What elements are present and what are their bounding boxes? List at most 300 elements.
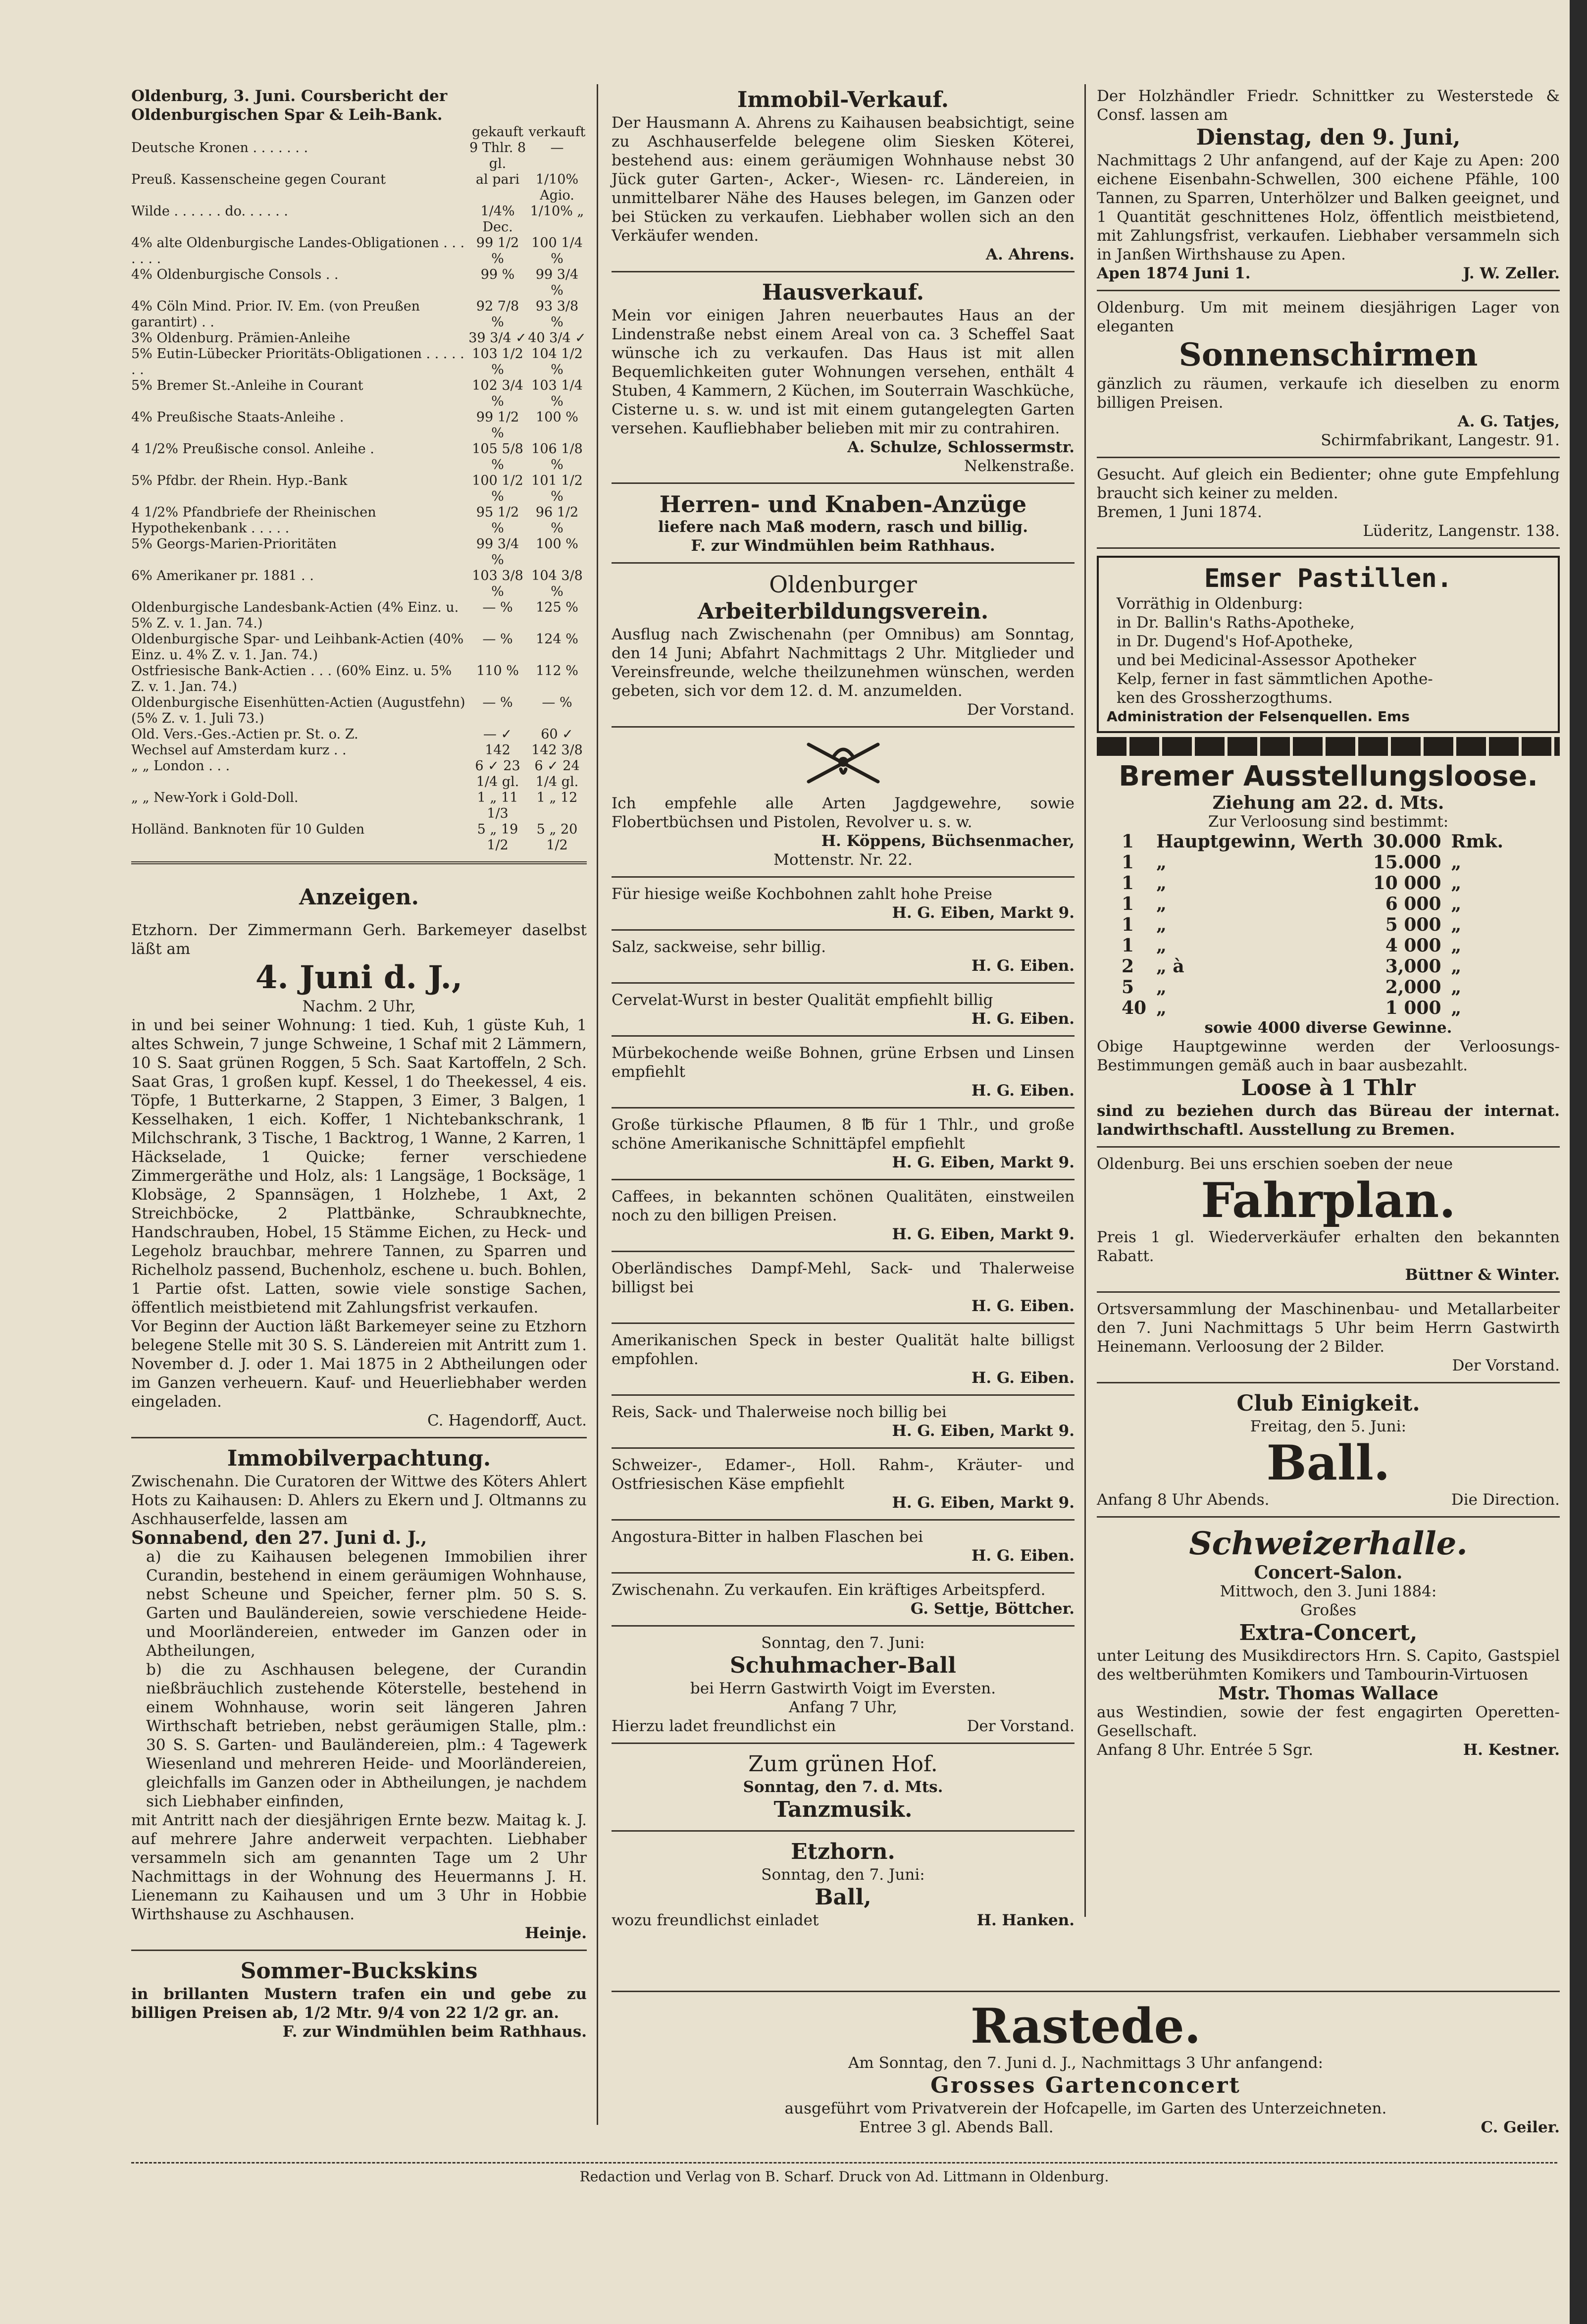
pacht-intro: Zwischenahn. Die Curatoren der Wittwe des Köters Ahlert Hots zu Kaihausen: D. Ahlers zu Ekern und J. Oltmanns zu Aschhauserfelde, lassen am: [131, 1473, 587, 1528]
table-cell: 103 3/8 %: [472, 568, 523, 599]
table-cell: 5% Georgs-Marien-Prioritäten: [131, 536, 337, 552]
table-cell: 60 ✓: [541, 727, 573, 742]
orts-body: Ortsversammlung der Maschinenbau- und Metallarbeiter den 7. Juni Nachmittags 5 Uhr beim Herrn Gastwirth Heinemann. Verloosung der 2 Bilder.: [1097, 1300, 1560, 1356]
schuh-where: bei Herrn Gastwirth Voigt im Eversten.: [690, 1680, 996, 1697]
table-cell: 1: [1122, 831, 1134, 852]
table-row: [1117, 852, 1508, 873]
rastede-ad: [612, 1984, 1560, 2137]
table-cell: 9 Thlr. 8 gl.: [469, 140, 526, 171]
table-row: [131, 632, 587, 663]
bremer-draw: Ziehung am 22. d. Mts.: [1212, 792, 1444, 813]
table-row: [131, 346, 587, 378]
table-cell: 106 1/8 %: [531, 441, 583, 473]
buckskin-body: in brillanten Mustern trafen ein und gebe zu billigen Preisen ab, 1/2 Mtr. 9/4 von 22 1/2 gr. an.: [131, 1985, 587, 2022]
anzeigen-title: Anzeigen.: [299, 885, 419, 910]
schweizerhalle-body: unter Leitung des Musikdirectors Hrn. S. Capito, Gastspiel des weltberühmten Komikers und Tambourin-Virtuosen: [1097, 1647, 1560, 1684]
table-row: [131, 727, 587, 742]
herren-signature: F. zur Windmühlen beim Rathhaus.: [691, 537, 995, 555]
etz2-footer: wozu freundlichst einladet H. Hanken.: [612, 1911, 1075, 1929]
eiben-ads: [612, 885, 1075, 1574]
pacht-signature: Heinje.: [524, 1924, 587, 1942]
table-cell: 104 1/2 %: [531, 346, 583, 377]
table-row: [131, 505, 587, 536]
eiben-signature: H. G. Eiben, Markt 9.: [892, 1225, 1075, 1243]
table-cell: 1/10% Agio.: [535, 172, 579, 203]
divider: [131, 1437, 587, 1438]
table-cell: 1/4% Dec.: [480, 204, 515, 235]
table-cell: „: [1451, 956, 1462, 977]
schweizerhalle-footer: Anfang 8 Uhr. Entrée 5 Sgr. H. Kestner.: [1097, 1741, 1560, 1759]
table-cell: 104 3/8 %: [531, 568, 583, 599]
list-item: und bei Medicinal-Assessor Apotheker: [1117, 651, 1416, 669]
eiben-text: Angostura-Bitter in halben Flaschen bei: [612, 1528, 923, 1546]
list-item: [612, 1331, 1075, 1396]
table-cell: 6 ✓ 23 1/4 gl.: [475, 758, 520, 790]
table-cell: 5% Eutin-Lübecker Prioritäts-Obligationen . . . . . . .: [131, 346, 464, 377]
table-cell: — %: [482, 632, 513, 647]
divider: [1097, 1291, 1560, 1293]
table-cell: 103 1/4 %: [531, 378, 583, 409]
table-cell: 3% Oldenburg. Prämien-Anleihe: [131, 330, 351, 346]
emser-signature: Administration der Felsenquellen. Ems: [1107, 708, 1410, 725]
table-cell: 30.000: [1373, 831, 1441, 852]
table-cell: 1/10% „: [530, 204, 584, 219]
table-cell: „: [1451, 894, 1462, 914]
column-rule: [1084, 84, 1086, 1917]
hof-date: Sonntag, den 7. d. Mts.: [743, 1778, 943, 1796]
haus-signature-street: Nelkenstraße.: [964, 457, 1075, 475]
fahrplan-price: Preis 1 gl. Wiederverkäufer erhalten den bekannten Rabatt.: [1097, 1228, 1560, 1265]
table-cell: Deutsche Kronen . . . . . . .: [131, 140, 308, 156]
holz-footer: Apen 1874 Juni 1. J. W. Zeller.: [1097, 264, 1560, 282]
table-cell: 100 %: [536, 410, 578, 425]
divider: [612, 1743, 1075, 1744]
table-cell: 101 1/2 %: [531, 473, 583, 504]
table-cell: 93 3/8 %: [535, 299, 579, 330]
list-item: [612, 1528, 1075, 1574]
table-cell: „: [1156, 977, 1167, 998]
table-cell: 5% Bremer St.-Anleihe in Courant: [131, 378, 363, 393]
imprint: Redaction und Verlag von B. Scharf. Druck von Ad. Littmann in Oldenburg.: [579, 2168, 1109, 2185]
table-row: [1117, 894, 1508, 914]
eiben-text: Mürbekochende weiße Bohnen, grüne Erbsen und Linsen empfiehlt: [612, 1044, 1075, 1081]
table-cell: 4% Preußische Staats-Anleihe .: [131, 410, 344, 425]
schirm-intro: Oldenburg. Um mit meinem diesjährigen Lager von eleganten: [1097, 299, 1560, 335]
schirm-signature-addr: Schirmfabrikant, Langestr. 91.: [1321, 431, 1560, 449]
table-cell: 112 %: [536, 663, 578, 679]
bedienter-signature: Lüderitz, Langenstr. 138.: [1363, 522, 1560, 540]
eiben-signature: H. G. Eiben.: [972, 957, 1075, 975]
table-cell: 4% alte Oldenburgische Landes-Obligationen . . . . . . .: [131, 235, 465, 266]
table-cell: 110 %: [476, 663, 519, 679]
table-cell: 105 5/8 %: [472, 441, 523, 473]
table-cell: 5 000: [1385, 914, 1441, 935]
schirm-body: gänzlich zu räumen, verkaufe ich dieselben zu enorm billigen Preisen.: [1097, 375, 1560, 412]
bremer-where: sind zu beziehen durch das Büreau der internat. landwirthschaftl. Ausstellung zu Bremen.: [1097, 1102, 1560, 1139]
table-row: [131, 663, 587, 695]
etz2-event: Ball,: [815, 1885, 871, 1910]
table-row: [1117, 831, 1508, 852]
arbeit-title: Arbeiterbildungsverein.: [697, 599, 989, 624]
table-row: [131, 568, 587, 600]
schirm-signature: A. G. Tatjes,: [1457, 413, 1560, 430]
page-footer: [131, 2162, 1557, 2185]
table-cell: „: [1451, 873, 1462, 894]
table-cell: 40 3/4 ✓: [528, 330, 586, 346]
column-left: [131, 87, 587, 2041]
table-cell: 15.000: [1373, 852, 1441, 873]
table-cell: Oldenburgische Eisenhütten-Actien (Augustfehn) (5% Z. v. 1. Juli 73.): [131, 695, 465, 726]
table-cell: Wechsel auf Amsterdam kurz . .: [131, 742, 347, 758]
table-cell: 99 3/4 %: [535, 267, 579, 298]
table-cell: 4 1/2% Pfandbriefe der Rheinischen Hypothekenbank . . . . .: [131, 505, 376, 536]
table-cell: 4 1/2% Preußische consol. Anleihe .: [131, 441, 374, 457]
table-cell: „: [1156, 914, 1167, 935]
divider: [612, 1322, 1075, 1324]
divider: [612, 876, 1075, 878]
bedienter-body: Gesucht. Auf gleich ein Bedienter; ohne gute Empfehlung braucht sich keiner zu melden.: [1097, 466, 1560, 502]
eiben-signature: H. G. Eiben.: [972, 1082, 1075, 1100]
table-cell: 39 3/4 ✓: [468, 330, 527, 346]
table-cell: 40: [1122, 998, 1147, 1018]
schweizerhalle-body2: aus Westindien, sowie der fest engagirten Operetten-Gesellschaft.: [1097, 1703, 1560, 1740]
etzhorn-intro: Etzhorn. Der Zimmermann Gerh. Barkemeyer daselbst läßt am: [131, 921, 587, 958]
table-cell: „ „ New-York i Gold-Doll.: [131, 790, 299, 805]
rastede-event: Grosses Gartenconcert: [930, 2073, 1241, 2098]
table-cell: „ à: [1156, 956, 1184, 977]
jagd-signature: H. Köppens, Büchsenmacher,: [821, 832, 1075, 850]
table-cell: 1: [1122, 935, 1134, 956]
etz2-date: Sonntag, den 7. Juni:: [761, 1866, 925, 1884]
divider: [612, 982, 1075, 984]
divider: [1097, 1516, 1560, 1518]
lottery-table: [1117, 831, 1508, 1018]
list-item: [612, 1259, 1075, 1324]
eiben-signature: H. G. Eiben, Markt 9.: [892, 1422, 1075, 1440]
table-cell: 6% Amerikaner pr. 1881 . .: [131, 568, 314, 583]
table-row: [131, 410, 587, 441]
table-row: [131, 267, 587, 299]
etzhorn-body2: Vor Beginn der Auction läßt Barkemeyer seine zu Etzhorn belegene Stelle mit 30 S. S. Ländereien mit Antritt zum 1. November d. J. oder 1. Mai 1875 in 2 Abtheilungen oder im Ganzen verheuern. Kauf- und Heuerliebhaber werden eingeladen.: [131, 1318, 587, 1411]
table-row: [131, 172, 587, 204]
exchange-header: Oldenburg, 3. Juni. Coursbericht der Oldenburgischen Spar & Leih-Bank.: [131, 87, 448, 124]
table-row: [1117, 914, 1508, 935]
eiben-text: Amerikanischen Speck in bester Qualität halte billigst empfohlen.: [612, 1331, 1075, 1368]
jagd-body: Ich empfehle alle Arten Jagdgewehre, sowie Flobertbüchsen und Pistolen, Revolver u. s. w.: [612, 794, 1075, 831]
table-cell: 3,000: [1385, 956, 1441, 977]
list-item: [612, 1044, 1075, 1109]
bremer-price: Loose à 1 Thlr: [1241, 1075, 1416, 1101]
divider: [612, 1572, 1075, 1574]
table-row: [131, 695, 587, 727]
crossed-pistols-icon: [794, 735, 893, 789]
list-item: [612, 1456, 1075, 1521]
eiben-text: Salz, sackweise, sehr billig.: [612, 938, 826, 956]
immobil-signature: A. Ahrens.: [985, 246, 1075, 264]
emser-box: [1097, 556, 1560, 733]
eiben-signature: H. G. Eiben.: [972, 1010, 1075, 1028]
pferd-signature: G. Settje, Böttcher.: [910, 1600, 1075, 1618]
etzhorn-date: 4. Juni d. J.,: [255, 959, 463, 996]
eiben-text: Caffees, in bekannten schönen Qualitäten, einstweilen noch zu den billigen Preisen.: [612, 1188, 1075, 1224]
bremer-note: Obige Hauptgewinne werden der Verloosungs-Bestimmungen gemäß auch in baar ausbezahlt.: [1097, 1038, 1560, 1074]
list-item: [612, 1115, 1075, 1180]
table-cell: Oldenburgische Landesbank-Actien (4% Einz. u. 5% Z. v. 1. Jan. 74.): [131, 600, 459, 631]
pacht-date: Sonnabend, den 27. Juni d. J.,: [131, 1528, 427, 1548]
table-row: [131, 536, 587, 568]
jagd-address: Mottenstr. Nr. 22.: [773, 851, 913, 869]
fahrplan-intro: Oldenburg. Bei uns erschien soeben der neue: [1097, 1155, 1453, 1173]
arbeit-body: Ausflug nach Zwischenahn (per Omnibus) am Sonntag, den 14 Juni; Abfahrt Nachmittags 2 Uhr. Mitglieder und Vereinsfreunde, welche theilzunehmen wünschen, werden gebeten, sich vor dem 12. d. M. anzumelden.: [612, 626, 1075, 700]
rastede-footer: Entree 3 gl. Abends Ball. C. Geiler.: [859, 2118, 1560, 2136]
divider: [612, 562, 1075, 564]
schuh-title: Schuhmacher-Ball: [730, 1653, 956, 1678]
rastede-date: Am Sonntag, den 7. Juni d. J., Nachmittags 3 Uhr anfangend:: [848, 2054, 1324, 2072]
holz-date: Dienstag, den 9. Juni,: [1196, 125, 1461, 150]
table-cell: 103 1/2 %: [472, 346, 523, 377]
table-cell: 1: [1122, 894, 1134, 914]
eiben-text: Cervelat-Wurst in bester Qualität empfiehlt billig: [612, 991, 993, 1009]
table-cell: 1: [1122, 852, 1134, 873]
table-cell: 5 „ 20 1/2: [536, 822, 578, 853]
table-cell: — %: [482, 695, 513, 710]
table-cell: 125 %: [536, 600, 578, 615]
table-cell: 100 1/4 %: [531, 235, 583, 266]
arbeit-signature: Der Vorstand.: [967, 701, 1075, 719]
rastede-title: Rastede.: [970, 1998, 1201, 2054]
divider: [612, 1251, 1075, 1252]
table-cell: 4 000: [1385, 935, 1441, 956]
table-cell: 99 3/4 %: [476, 536, 519, 568]
list-item: [612, 885, 1075, 931]
table-cell: „: [1156, 852, 1167, 873]
schweizerhalle-title: Schweizerhalle.: [1189, 1525, 1468, 1562]
bremer-title: Bremer Ausstellungsloose.: [1119, 760, 1538, 792]
fahrplan-signature: Büttner & Winter.: [1405, 1266, 1560, 1284]
herren-body: liefere nach Maß modern, rasch und billig.: [658, 518, 1028, 536]
table-cell: Holländ. Banknoten für 10 Gulden: [131, 822, 365, 837]
table-cell: al pari: [475, 172, 520, 187]
table-row: [131, 790, 587, 822]
divider: [612, 1830, 1075, 1832]
eiben-text: Reis, Sack- und Thalerweise noch billig bei: [612, 1403, 947, 1421]
table-row: [131, 742, 587, 758]
divider: [612, 1035, 1075, 1037]
schuh-footer: Hierzu ladet freundlichst ein Der Vorstand.: [612, 1717, 1075, 1735]
table-row: [1117, 998, 1508, 1018]
divider: [612, 1447, 1075, 1449]
divider: [612, 1179, 1075, 1180]
table-cell: 100 1/2 %: [472, 473, 523, 504]
divider: [1097, 547, 1560, 549]
divider: [612, 726, 1075, 728]
buckskin-signature: F. zur Windmühlen beim Rathhaus.: [282, 2023, 587, 2041]
table-cell: „: [1451, 977, 1462, 998]
table-cell: „ „ London . . .: [131, 758, 230, 774]
immobil-body: Der Hausmann A. Ahrens zu Kaihausen beabsichtigt, seine zu Aschhauserfelde belegene olim Siesken Köterei, bestehend aus: einem geräumigen Wohnhause nebst 30 Jück guter Garten-, Acker-, Wiesen- rc. Ländereien, in unmittelbarer Nähe des Hauses belegen, im Ganzen oder bei Stücken zu verkaufen. Liebhaber wollen sich an den Verkäufer wenden.: [612, 114, 1075, 245]
table-cell: 92 7/8 %: [476, 299, 519, 330]
list-item: ken des Grossherzogthums.: [1117, 689, 1333, 707]
table-cell: 2,000: [1385, 977, 1441, 998]
table-cell: — ✓: [483, 727, 512, 742]
schirm-title: Sonnenschirmen: [1178, 336, 1478, 373]
column-right: [1097, 87, 1560, 1759]
table-cell: 99 1/2 %: [476, 235, 519, 266]
table-cell: „: [1451, 914, 1462, 935]
hof-title: Zum grünen Hof.: [748, 1751, 938, 1777]
exchange-table: [131, 124, 587, 853]
divider: [1097, 1382, 1560, 1383]
schweizerhalle-event: Extra-Concert,: [1239, 1620, 1418, 1645]
etz2-title: Etzhorn.: [791, 1839, 895, 1864]
schweizerhalle-date: Mittwoch, den 3. Juni 1884:: [1220, 1583, 1437, 1600]
holz-intro: Der Holzhändler Friedr. Schnittker zu Westerstede & Consf. lassen am: [1097, 87, 1560, 124]
eiben-signature: H. G. Eiben, Markt 9.: [892, 904, 1075, 922]
table-cell: Hauptgewinn, Werth: [1156, 831, 1363, 852]
etzhorn-signature: C. Hagendorff, Auct.: [427, 1412, 587, 1429]
club-footer: Anfang 8 Uhr Abends. Die Direction.: [1097, 1491, 1560, 1509]
table-cell: Oldenburgische Spar- und Leihbank-Actien (40% Einz. u. 4% Z. v. 1. Jan. 74.): [131, 632, 464, 663]
pacht-body: mit Antritt nach der diesjährigen Ernte bezw. Maitag k. J. auf mehrere Jahre anderweit verpachten. Liebhaber versammeln sich am genannten Tage um 2 Uhr Nachmittags in der Wohnung des Heuermanns J. H. Lienemann zu Kaihausen und um 3 Uhr in Hobbie Wirthshause zu Aschhausen.: [131, 1811, 587, 1923]
hof-event: Tanzmusik.: [773, 1797, 913, 1822]
table-cell: Wilde . . . . . . do. . . . . .: [131, 204, 288, 219]
pferd-body: Zwischenahn. Zu verkaufen. Ein kräftiges Arbeitspferd.: [612, 1581, 1046, 1599]
list-item: [612, 1187, 1075, 1252]
fahrplan-title: Fahrplan.: [1201, 1172, 1456, 1228]
table-row: [131, 473, 587, 505]
table-row: [1117, 935, 1508, 956]
table-cell: 4% Cöln Mind. Prior. IV. Em. (von Preußen garantirt) . .: [131, 299, 420, 330]
holz-body: Nachmittags 2 Uhr anfangend, auf der Kaje zu Apen: 200 eichene Eisenbahn-Schwellen, 300 eichene Pfähle, 100 Tannen, zu Sparren, Unterhölzer und Balken geeignet, und 1 Quantität geschnittenes Holz, öffentlich meistbietend, mit Zahlungsfrist, verkaufen. Liebhaber versammeln sich in Janßen Wirthshause zu Apen.: [1097, 152, 1560, 264]
table-row: [131, 822, 587, 853]
list-item: Vorräthig in Oldenburg:: [1117, 595, 1303, 613]
table-cell: „: [1156, 894, 1167, 914]
buckskin-title: Sommer-Buckskins: [240, 1958, 478, 1984]
table-cell: 142 3/8: [531, 742, 583, 758]
schweizerhalle-grosses: Großes: [1300, 1601, 1357, 1619]
divider: [612, 1107, 1075, 1109]
eiben-signature: H. G. Eiben, Markt 9.: [892, 1154, 1075, 1171]
divider: [612, 1625, 1075, 1627]
table-cell: 5 „ 19 1/2: [477, 822, 518, 853]
table-cell: 1 „ 11 1/3: [477, 790, 518, 821]
schweizerhalle-sub: Concert-Salon.: [1254, 1562, 1403, 1583]
table-cell: Rmk.: [1451, 831, 1504, 852]
table-cell: 95 1/2 %: [476, 505, 519, 536]
table-cell: 124 %: [536, 632, 578, 647]
decorative-stripe: [1097, 737, 1560, 756]
footer-rule: [131, 2162, 1557, 2164]
divider: [612, 929, 1075, 931]
orts-signature: Der Vorstand.: [1452, 1357, 1560, 1374]
table-cell: „: [1451, 998, 1462, 1018]
eiben-text: Für hiesige weiße Kochbohnen zahlt hohe Preise: [612, 885, 992, 903]
table-cell: Ostfriesische Bank-Actien . . . (60% Einz. u. 5% Z. v. 1. Jan. 74.): [131, 663, 452, 694]
list-item: [612, 991, 1075, 1037]
table-cell: 5: [1122, 977, 1134, 998]
divider: [1097, 1146, 1560, 1148]
table-row: [131, 299, 587, 330]
bremer-sub: Zur Verloosung sind bestimmt:: [1208, 813, 1449, 831]
table-row: [131, 378, 587, 410]
table-cell: 96 1/2 %: [535, 505, 579, 536]
table-row: [131, 235, 587, 267]
etzhorn-time: Nachm. 2 Uhr,: [302, 998, 416, 1015]
club-date: Freitag, den 5. Juni:: [1250, 1418, 1407, 1435]
schweizerhalle-artist: Mstr. Thomas Wallace: [1218, 1683, 1438, 1704]
column-middle: [612, 87, 1075, 1930]
table-row: [1117, 956, 1508, 977]
eiben-text: Große türkische Pflaumen, 8 ℔ für 1 Thlr., und große schöne Amerikanische Schnittäpfel empfiehlt: [612, 1116, 1075, 1153]
emser-title: Emser Pastillen.: [1204, 564, 1452, 593]
etzhorn-body: in und bei seiner Wohnung: 1 tied. Kuh, 1 güste Kuh, 1 altes Schwein, 7 junge Schweine, 1 Schaf mit 2 Lämmern, 10 S. Saat grünen Roggen, 5 Sch. Saat Kartoffeln, 2 Sch. Saat Gras, 1 großen kupf. Kessel, 1 do Theekessel, 4 eis. Töpfe, 1 Butterkarne, 2 Stappen, 3 Eimer, 3 Balgen, 1 Kesselhaken, 1 eich. Koffer, 1 Nichtebankschrank, 1 Milchschrank, 3 Tische, 1 Backtrog, 1 Wanne, 2 Karren, 1 Häckselade, 1 Quicke; ferner verschiedene Zimmergeräthe und Holz, als: 1 Langsäge, 1 Bocksäge, 1 Klobsäge, 2 Spannsägen, 1 Holzhebe, 1 Axt, 2 Streichböcke, 2 Plattbänke, Schraubknechte, Handschrauben, Hobel, 15 Stämme Eichen, zu Heck- und Legeholz brauchbar, mehrere Tannen, zu Sparren und Richelholz passend, Buchenholz, eschene u. buch. Bohlen, 1 Partie ofst. Latten, sowie viele sonstige Sachen, öffentlich meistbietend mit Zahlungsfrist verkaufen.: [131, 1016, 587, 1317]
table-cell: 99 %: [480, 267, 515, 282]
table-cell: „: [1156, 873, 1167, 894]
column-rule: [597, 84, 598, 2125]
eiben-signature: H. G. Eiben.: [972, 1547, 1075, 1565]
table-cell: 1: [1122, 873, 1134, 894]
table-cell: —: [550, 140, 564, 156]
list-item: in Dr. Dugend's Hof-Apotheke,: [1117, 633, 1354, 650]
table-cell: 1 „ 12: [536, 790, 578, 805]
table-cell: — %: [542, 695, 572, 710]
pacht-title: Immobilverpachtung.: [227, 1446, 491, 1471]
pacht-item-a: a) die zu Kaihausen belegenen Immobilien ihrer Curandin, bestehend in einem geräumigen Wohnhause, nebst Scheune und Speicher, ferner plm. 50 S. S. Garten und Bauländereien, sowie verschiedene Heide- und Moorländereien, entweder im Ganzen oder in Abtheilungen,: [146, 1548, 587, 1660]
page-binding: [1570, 0, 1587, 2324]
eiben-text: Schweizer-, Edamer-, Holl. Rahm-, Kräuter- und Ostfriesischen Käse empfiehlt: [612, 1456, 1075, 1493]
divider: [612, 482, 1075, 484]
immobil-title: Immobil-Verkauf.: [737, 87, 949, 112]
table-cell: 1 000: [1385, 998, 1441, 1018]
table-cell: 6 ✓ 24 1/4 gl.: [534, 758, 580, 790]
list-item: [612, 1403, 1075, 1449]
eiben-signature: H. G. Eiben.: [972, 1297, 1075, 1315]
table-cell: Preuß. Kassenscheine gegen Courant: [131, 172, 386, 187]
rastede-body: ausgeführt vom Privatverein der Hofcapelle, im Garten des Unterzeichneten.: [784, 2100, 1387, 2117]
emser-list: [1107, 594, 1550, 707]
table-cell: 10 000: [1373, 873, 1441, 894]
table-row: [131, 600, 587, 632]
arbeit-city: Oldenburger: [769, 571, 917, 598]
table-header-row: gekauft verkauft: [472, 124, 586, 140]
table-cell: Old. Vers.-Ges.-Actien pr. St. o. Z.: [131, 727, 358, 742]
bremer-more: sowie 4000 diverse Gewinne.: [1204, 1019, 1452, 1037]
table-cell: 142: [485, 742, 511, 758]
list-item: in Dr. Ballin's Raths-Apotheke,: [1117, 614, 1355, 632]
divider: [131, 1950, 587, 1951]
table-cell: „: [1156, 935, 1167, 956]
table-cell: 99 1/2 %: [476, 410, 519, 441]
divider: [612, 1519, 1075, 1521]
herren-title: Herren- und Knaben-Anzüge: [659, 491, 1027, 518]
table-cell: 5% Pfdbr. der Rhein. Hyp.-Bank: [131, 473, 348, 488]
pacht-item-b: b) die zu Aschhausen belegene, der Curandin nießbräuchlich zustehende Köterstelle, bestehend in einem Wohnhause, worin seit längeren Jahren Wirthschaft betrieben, nebst geräumigen Stalle, plm.: 30 S. S. Garten- und Bauländereien, plm.: 4 Tagewerk Wiesenland und mehreren Heide- und Moorländereien, gleichfalls im Ganzen oder in Abtheilungen, je nachdem sich Liebhaber einfinden,: [146, 1661, 587, 1810]
bedienter-place: Bremen, 1 Juni 1874.: [1097, 503, 1262, 521]
schuh-date: Sonntag, den 7. Juni:: [761, 1634, 925, 1652]
eiben-signature: H. G. Eiben.: [972, 1369, 1075, 1387]
table-cell: 1: [1122, 914, 1134, 935]
table-cell: — %: [482, 600, 513, 615]
divider: [612, 271, 1075, 272]
table-row: [131, 140, 587, 172]
table-row: [131, 330, 587, 346]
table-cell: 100 %: [536, 536, 578, 552]
table-cell: 102 3/4 %: [472, 378, 523, 409]
divider: [131, 861, 587, 864]
divider: [1097, 457, 1560, 458]
eiben-text: Oberländisches Dampf-Mehl, Sack- und Thalerweise billigst bei: [612, 1260, 1075, 1296]
table-row: [1117, 977, 1508, 998]
